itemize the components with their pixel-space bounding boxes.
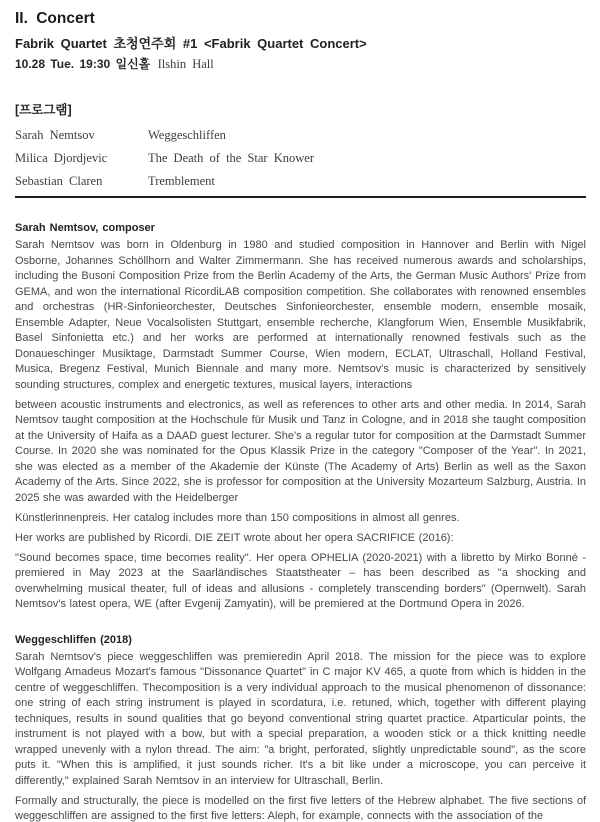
bio-paragraph: between acoustic instruments and electronics, as well as references to other arts and other media. In 2014, Sarah Nemtsov taught composition at the Hochschule für Musik und Tanz in Cologne, and in 2018 she taught composition at the University of Haifa as a DAAD guest lecturer. She's a regular tutor for composition at the Darmstadt Summer Course. In 2020 she was nominated for the Opus Klassik Prize in the category "Composer of the Year". In 2021, she was elected as a member of the Akademie der Künste (The Academy of Arts) Berlin as well as the Saxon Academy of the Arts. Since 2022, she is professor for composition at the University Mozarteum Salzburg, Austria. In 2025 she was awarded with the Heidelberger (15, 398, 586, 504)
work-note-paragraph: Sarah Nemtsov's piece weggeschliffen was premieredin April 2018. The mission for the piece was to explore Wolfgang Amadeus Mozart's famous "Dissonance Quartet" in C major KV 465, a quote from which is hidden in the centre of weggeschliffen. Thecomposition is a very individual approach to the musical phenomenon of dissonance: one string of each string instrument is played in scordatura, i.e. retuned, which, together with different playing techniques, results in sound qualities that go beyond conventional string quartet practice. Atparticular points, the instrument is not played with a bow, but with a special preparation, a wooden stick or a thick knitting needle wrapped unevenly with a nylon thread. The aim: "a bright, perforated, slightly unpredictable sound", as the score puts it. "When this is amplified, it just sounds richer. It's a bit like under a microscope, you can perceive it differently," explained Sarah Nemtsov in an interview for Ultraschall, Berlin. (15, 650, 586, 787)
divider-rule (15, 196, 586, 198)
composer-bio-section (15, 221, 586, 613)
program-row (15, 147, 586, 170)
bio-paragraph: Sarah Nemtsov was born in Oldenburg in 1980 and studied composition in Hannover and Berlin with Nigel Osborne, Johannes Schöllhorn and Walter Zimmermann. She has received numerous awards and scholarships, including the Busoni Composition Prize from the Berlin Academy of the Arts, the German Music Authors' Prize from GEMA, and won the international RicordiLAB composition competition. She collaborates with renowned ensembles and orchestras (HR-Sinfonieorchester, Deutsches Sinfonieorchester, ensemble modern, ensemble mosaik, Ensemble Adapter, Neue Vocalsolisten Stuttgart, ensemble recherche, Klangforum Wien, Ensemble Musikfabrik, Basel Sinfonietta etc.) and her works are performed at internationally renowned festivals such as the Donaueschinger Musiktage, Darmstadt Summer Course, Wien modern, ECLAT, Ultraschall, Holland Festival, Musica, Bregenz Festival, Munich Biennale and many more. Nemtsov's music is characterized by sensitively sounding structures, complex and energetic textures, musical layers, interactions (15, 239, 586, 391)
program-row (15, 170, 586, 193)
program-list (15, 124, 586, 193)
event-title: Fabrik Quartet 초청연주회 #1 <Fabrik Quartet Concert> (15, 36, 367, 51)
event-venue-english: Ilshin Hall (157, 57, 214, 71)
work-note-section (15, 633, 586, 822)
work-note-paragraph: Formally and structurally, the piece is modelled on the first five letters of the Hebrew alphabet. The five sections of weggeschliffen are assigned to the first five letters: Aleph, for example, connects with the association of the (15, 794, 586, 822)
event-datetime (15, 57, 586, 71)
work-note-heading: Weggeschliffen (2018) (15, 633, 132, 646)
bio-paragraph: "Sound becomes space, time becomes reality". Her opera OPHELIA (2020-2021) with a libretto by Mirko Bonné - premiered in May 2023 at the Saarländisches Staatstheater – has been described as "a shocking and overwhelming musical theater, full of ideas and allusions - completely transcending borders" (Opernwelt). Sarah Nemtsov's latest opera, WE (after Evgenij Zamyatin), will be premiered at the Dortmund Opera in 2026. (15, 551, 586, 610)
program-row (15, 124, 586, 147)
program-label: [프로그램] (15, 103, 72, 117)
program-composer: Sarah Nemtsov (15, 128, 95, 142)
bio-paragraph: Künstlerinnenpreis. Her catalog includes more than 150 compositions in almost all genres. (15, 511, 460, 524)
program-work: Tremblement (148, 174, 215, 188)
program-work: Weggeschliffen (148, 128, 226, 142)
program-composer: Milica Djordjevic (15, 151, 108, 165)
page-title: II. Concert (15, 10, 95, 27)
program-composer: Sebastian Claren (15, 174, 103, 188)
composer-bio-heading: Sarah Nemtsov, composer (15, 222, 155, 234)
event-datetime-korean: 10.28 Tue. 19:30 일신홀 (15, 57, 151, 71)
bio-paragraph: Her works are published by Ricordi. DIE ZEIT wrote about her opera SACRIFICE (2016): (15, 531, 454, 544)
program-work: The Death of the Star Knower (148, 151, 314, 165)
